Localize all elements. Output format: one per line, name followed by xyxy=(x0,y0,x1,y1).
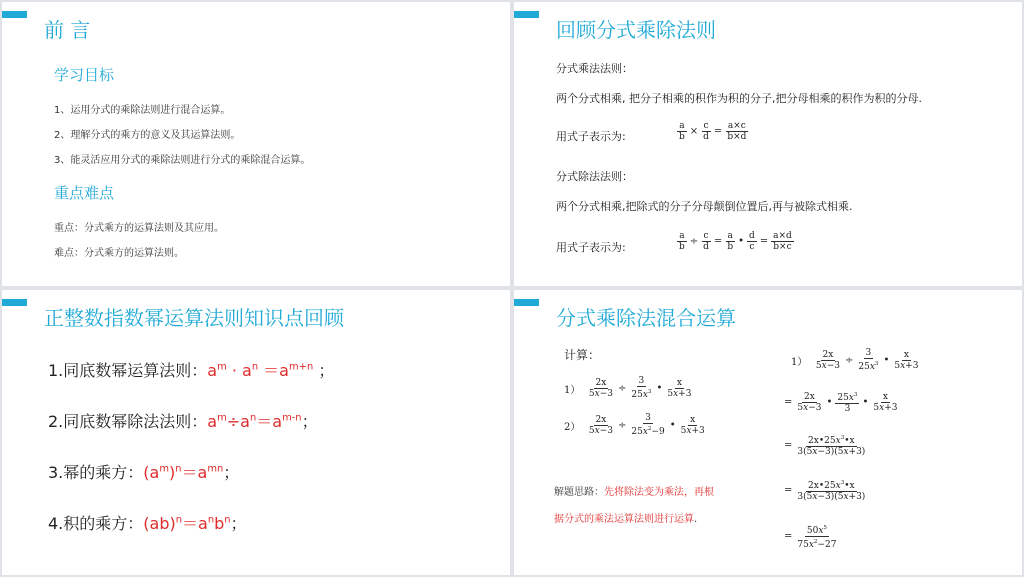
solution-step-2: = $\frac{2x•25x^3•x}{3(5x-3)(5x+3)}$ xyxy=(784,435,866,457)
div-formula: $\frac{a}{b}$ ÷ $\frac{c}{d}$ = $\frac{a}{b}$ • $\frac{d}{c}$ = $\frac{a\times d}{b\times c}$ xyxy=(679,231,792,252)
slide-preface xyxy=(2,2,510,286)
rule-3: 3.幂的乘方：$(a^m)^n=a^{mn}$； xyxy=(48,463,240,482)
accent-bar xyxy=(514,11,539,18)
slide-title: 前 言 xyxy=(44,18,91,42)
rule-3-formula: $(a^m)^n=a^{mn}$ xyxy=(143,463,224,482)
rule-2-formula: $a^m\div a^n=a^{m-n}$ xyxy=(207,412,302,431)
mul-formula: $\frac{a}{b}$ × $\frac{c}{d}$ = $\frac{a\times c}{b\times d}$ xyxy=(679,121,747,142)
mul-rule-label: 分式乘法法则： xyxy=(556,62,633,75)
slide-exponent-rules xyxy=(2,290,510,575)
accent-bar xyxy=(2,11,27,18)
slide-review-rules xyxy=(514,2,1022,286)
difficult-point: 难点：分式乘方的运算法则。 xyxy=(54,248,184,259)
goal-item: 3、能灵活应用分式的乘除法则进行分式的乘除混合运算。 xyxy=(54,155,311,166)
solution-step-3: = $\frac{2x•25x^3•x}{3(5x-3)(5x+3)}$ xyxy=(784,480,866,502)
accent-bar xyxy=(2,299,27,306)
goal-item: 1、运用分式的乘除法则进行混合运算。 xyxy=(54,105,231,116)
rule-4-formula: $(ab)^n=a^nb^n$ xyxy=(143,514,231,533)
slide-title: 分式乘除法混合运算 xyxy=(556,306,736,330)
rule-1: 1.同底数幂运算法则：$a^m \cdot a^n =a^{m+n}$ ； xyxy=(48,361,335,380)
div-rule-label: 分式除法法则： xyxy=(556,170,633,183)
hint-line-1: 解题思路：先将除法变为乘法，再根 xyxy=(554,487,714,498)
slide-title: 回顾分式乘除法则 xyxy=(556,18,716,42)
problem-2: 2） $\frac{2x}{5x-3}$ ÷ $\frac{3}{25x^2-9}$ • $\frac{x}{5x+3}$ xyxy=(564,413,705,437)
div-formula-label: 用式子表示为: xyxy=(556,241,626,254)
accent-bar xyxy=(514,299,539,306)
solution-step-1: = $\frac{2x}{5x-3}$ • $\frac{25x^3}{3}$ • $\frac{x}{5x+3}$ xyxy=(784,391,898,414)
mul-formula-label: 用式子表示为: xyxy=(556,130,626,143)
key-point: 重点：分式乘方的运算法则及其应用。 xyxy=(54,223,224,234)
rule-4: 4.积的乘方：$(ab)^n=a^nb^n$； xyxy=(48,514,247,533)
calc-label: 计算： xyxy=(564,348,601,362)
problem-1: 1） $\frac{2x}{5x-3}$ ÷ $\frac{3}{25x^3}$ • $\frac{x}{5x+3}$ xyxy=(564,376,692,400)
goal-item: 2、理解分式的乘方的意义及其运算法则。 xyxy=(54,130,241,141)
div-rule-text: 两个分式相乘,把除式的分子分母颠倒位置后,再与被除式相乘. xyxy=(556,200,853,213)
section-heading-key: 重点难点 xyxy=(54,184,115,202)
rule-2: 2.同底数幂除法法则：$a^m\div a^n=a^{m-n}$； xyxy=(48,412,318,431)
section-heading-goals: 学习目标 xyxy=(54,66,115,84)
rule-1-formula: $a^m \cdot a^n =a^{m+n}$ xyxy=(207,361,314,380)
solution-step-0: 1） $\frac{2x}{5x-3}$ ÷ $\frac{3}{25x^3}$ • $\frac{x}{5x+3}$ xyxy=(791,348,919,372)
mul-rule-text: 两个分式相乘, 把分子相乘的积作为积的分子,把分母相乘的积作为积的分母. xyxy=(556,92,922,105)
solution-step-4: = $\frac{50x^5}{75x^2-27}$ xyxy=(784,525,837,550)
hint-line-2: 据分式的乘法运算法则进行运算. xyxy=(554,514,698,525)
slide-mixed-operations xyxy=(514,290,1022,575)
slide-title: 正整数指数幂运算法则知识点回顾 xyxy=(44,306,344,330)
